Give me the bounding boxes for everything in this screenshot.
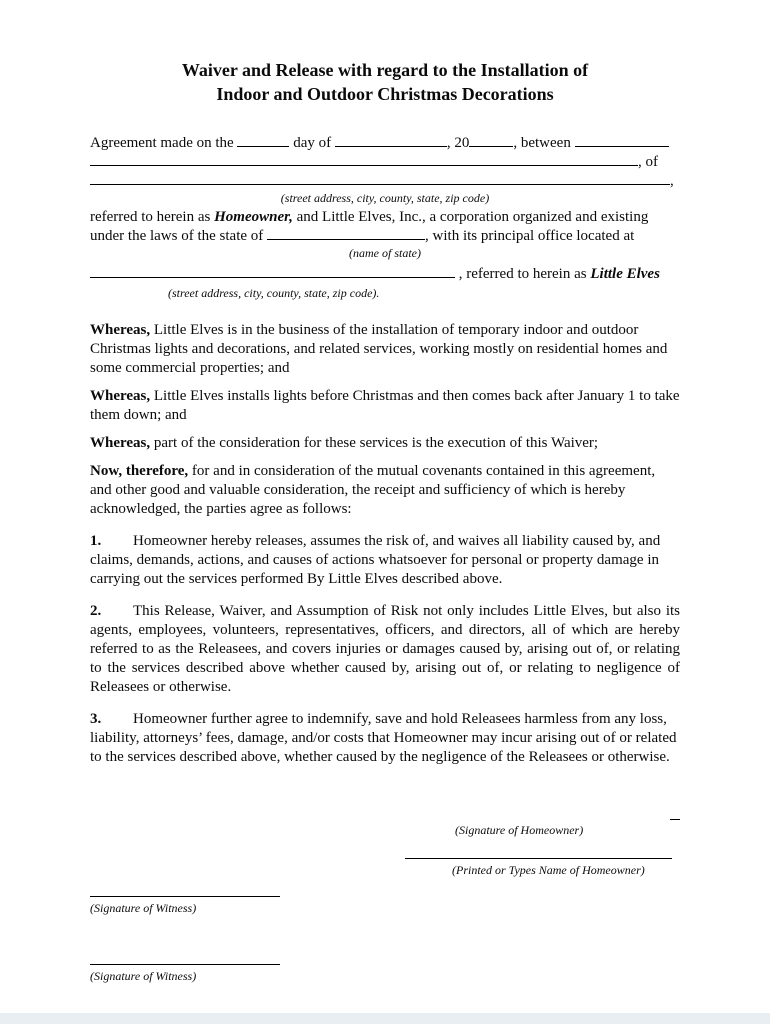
homeowner-signature-line[interactable] — [670, 807, 680, 820]
intro-text-day-of: day of — [293, 135, 332, 151]
state-caption: (name of state) — [349, 246, 421, 260]
homeowner-signature-line-row — [90, 807, 680, 821]
whereas-text-2: Little Elves installs lights before Christmas and then comes back after January 1 to take them down; and — [90, 388, 680, 423]
numbered-paragraph-1 — [90, 532, 680, 589]
paragraph-number-1: 1. — [90, 533, 102, 549]
homeowner-signature-caption: (Signature of Homeowner) — [455, 823, 584, 837]
referred-text-1: referred to herein as — [90, 209, 211, 225]
printed-name-line[interactable] — [405, 858, 672, 859]
paragraph-number-2: 2. — [90, 603, 102, 619]
witness-signature-caption-1: (Signature of Witness) — [90, 901, 197, 915]
paragraph-text-2: This Release, Waiver, and Assumption of Risk not only includes Little Elves, but also its agents, employees, volunteers, representatives, officers, and directors, all of which are hereby referred to as the Releasees, and covers injuries or damages caused by, arising out of, or relating to the services described above whether caused by, arising out of, or relating to negligence of Releasees or otherwise. — [90, 603, 680, 695]
intro-line-1 — [90, 134, 680, 153]
whereas-lead-3: Whereas, — [90, 435, 151, 451]
office-text: , with its principal office located at — [425, 228, 635, 244]
whereas-text-3: part of the consideration for these services is the execution of this Waiver; — [153, 435, 599, 451]
now-therefore-paragraph — [90, 462, 680, 519]
witness-signature-line-1[interactable] — [90, 896, 280, 897]
whereas-lead-2: Whereas, — [90, 388, 151, 404]
intro-text-of: , of — [638, 154, 658, 170]
intro-clause — [90, 134, 680, 206]
little-elves-term: Little Elves — [590, 266, 660, 282]
now-therefore-lead: Now, therefore, — [90, 463, 189, 479]
paragraph-text-1: Homeowner hereby releases, assumes the risk of, and waives all liability caused by, and claims, demands, actions, and causes of actions whatsoever for personal or property damage in carrying out the services performed By Little Elves described above. — [90, 533, 661, 587]
state-name-field[interactable] — [267, 227, 425, 240]
corp-text: and Little Elves, Inc., a corporation organized and existing under the laws of the state of — [90, 209, 649, 244]
whereas-paragraph-3 — [90, 434, 680, 453]
witness-signature-caption-2: (Signature of Witness) — [90, 969, 197, 983]
whereas-text-1: Little Elves is in the business of the installation of temporary indoor and outdoor Christmas lights and decorations, and related services, working mostly on residential homes and some commercial properties; and — [90, 322, 668, 376]
year-field[interactable] — [469, 134, 513, 147]
printed-name-caption: (Printed or Types Name of Homeowner) — [452, 863, 645, 877]
paragraph-text-3: Homeowner further agree to indemnify, save and hold Releasees harmless from any loss, liability, attorneys’ fees, damage, and/or costs that Homeowner may incur arising out of or related to the services described above, whether caused by the negligence of the Releasees or otherwise. — [90, 711, 677, 765]
elves-address-line — [90, 265, 680, 284]
title-line-1: Waiver and Release with regard to the Installation of — [181, 60, 589, 80]
page-bottom-edge — [0, 1013, 770, 1024]
address-caption-2: (street address, city, county, state, zip code). — [168, 286, 380, 300]
intro-line-3 — [90, 172, 680, 191]
homeowner-name-field-1[interactable] — [575, 134, 669, 147]
now-therefore-text: for and in consideration of the mutual covenants contained in this agreement, and other good and valuable consideration, the receipt and sufficiency of which is hereby acknowledged, the parties agree as follows: — [90, 463, 656, 517]
intro-line-2 — [90, 153, 680, 172]
day-field[interactable] — [237, 134, 289, 147]
whereas-paragraph-2 — [90, 387, 680, 425]
corporation-clause — [90, 208, 680, 261]
witness-signature-line-2[interactable] — [90, 964, 280, 965]
signature-section — [90, 807, 680, 984]
address-caption-1: (street address, city, county, state, zip code) — [280, 191, 490, 205]
numbered-paragraph-3 — [90, 710, 680, 767]
title-line-2: Indoor and Outdoor Christmas Decorations — [216, 84, 554, 104]
whereas-lead-1: Whereas, — [90, 322, 151, 338]
numbered-paragraph-2 — [90, 602, 680, 697]
intro-text-year: , 20 — [446, 135, 470, 151]
intro-text-agreement: Agreement made on the — [90, 135, 234, 151]
whereas-paragraph-1 — [90, 321, 680, 378]
month-field[interactable] — [335, 134, 447, 147]
homeowner-address-field[interactable] — [90, 172, 670, 185]
intro-text-between: , between — [513, 135, 571, 151]
document-title — [90, 58, 680, 106]
intro-text-comma: , — [670, 173, 674, 189]
homeowner-name-field-2[interactable] — [90, 153, 638, 166]
homeowner-term: Homeowner, — [214, 209, 293, 225]
elves-address-clause — [90, 265, 680, 301]
paragraph-number-3: 3. — [90, 711, 102, 727]
referred-text-2: , referred to herein as — [458, 266, 587, 282]
elves-address-field[interactable] — [90, 265, 455, 278]
